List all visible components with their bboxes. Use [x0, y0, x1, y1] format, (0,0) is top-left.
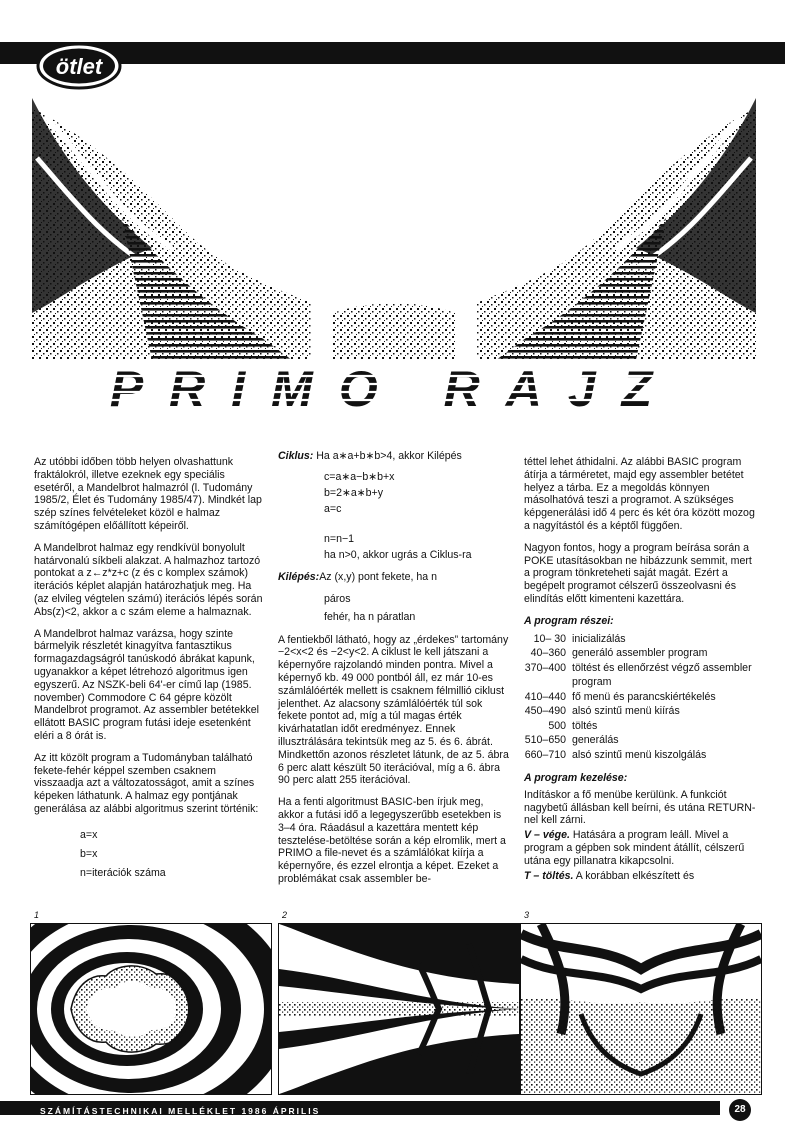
- table-row: 450–490 alsó szintű menü kiírás: [524, 705, 680, 718]
- table-row: 10– 30 inicializálás: [533, 632, 626, 645]
- kilepes-cases: [324, 590, 512, 626]
- algorithm-init: [34, 826, 266, 883]
- figure-label-2: 2: [282, 910, 288, 920]
- kilepes-line: [278, 571, 512, 584]
- figure-2-fractal: [278, 923, 520, 1095]
- v-command: V – vége. Hatására a program leáll. Mivel a program a gépben sok mindent átállít, célszerű utána egy pillanatra kikapcsolni.: [524, 829, 745, 867]
- footer-bar: [0, 1101, 720, 1115]
- figure-label-3: 3: [524, 910, 530, 920]
- paragraph: A Mandelbrot halmaz varázsa, hogy szinte bármelyik részletét kinagyítva fantasztikus formagazdagságról tanúskodó ábrákat kapunk, ugyanakkor a képet létrehozó algoritmus igen egyszerű. Az NSZK-beli 64'-er című lap (1985. november) Commodore C 64 gépre közölt Mandelbrot programot. Az assembler betétekkel ellátott BASIC program futási ideje esetenként eléri a 8 órát is.: [34, 627, 259, 742]
- kilepes-text: Az (x,y) pont fekete, ha n: [319, 570, 437, 583]
- otlet-logo: [36, 42, 122, 90]
- footer-text: SZÁMÍTÁSTECHNIKAI MELLÉKLET 1986 ÁPRILIS: [40, 1106, 321, 1116]
- ciklus-label: Ciklus:: [278, 450, 314, 462]
- code-line: ha n>0, akkor ugrás a Ciklus-ra: [324, 548, 472, 561]
- paragraph: Az itt közölt program a Tudományban található fekete-fehér képpel szemben csaknem visszaadja azt a változatosságot, amit a színes képeken láthatunk. A halmaz egy pontjának generálása az alábbi algoritmus szerint történik:: [34, 751, 259, 815]
- kilepes-label: Kilépés:: [278, 570, 320, 583]
- page-number: 28: [729, 1099, 751, 1121]
- code-line: n=iterációk száma: [80, 866, 166, 879]
- logo-text: ötlet: [55, 54, 103, 79]
- code-line: páros: [324, 592, 351, 605]
- hero-fractal-illustration: [32, 98, 756, 450]
- text-column-1: [34, 456, 266, 893]
- code-line: b=2∗a∗b+y: [324, 486, 383, 499]
- title-text: PRIMO RAJZ: [109, 361, 679, 417]
- text-column-3: [524, 456, 758, 882]
- title-banner: [32, 361, 756, 417]
- ciklus-text: Ha a∗a+b∗b>4, akkor Kilépés: [313, 450, 462, 462]
- paragraph: Az utóbbi időben több helyen olvashattunk fraktálokról, illetve ezeknek egy speciális esetéről, a Mandelbrot halmazról (l. Tudomány 1985/2, Élet és Tudomány 1985/47). Mindkét lap szép színes felvételeket közöl e halmaz számítógépen előállított képeiről.: [34, 456, 262, 532]
- usage-heading: A program kezelése:: [524, 772, 628, 785]
- parts-heading: A program részei:: [524, 614, 614, 627]
- table-row: 40–360 generáló assembler program: [530, 647, 708, 660]
- table-row: 510–650 generálás: [524, 734, 619, 747]
- code-line: b=x: [80, 847, 98, 860]
- table-row: 500 töltés: [548, 719, 598, 732]
- figure-1-fractal: [30, 923, 272, 1095]
- program-parts-table: [524, 632, 758, 763]
- text-column-2: [278, 450, 512, 895]
- paragraph: A fentiekből látható, hogy az „érdekes” tartomány −2<x<2 és −2<y<2. A ciklust le kell játszani a képernyőre rajzolandó minden pontra. Mivel a képernyő kb. 49 000 pontból áll, ez már 10-es számlálóérték mellett is csaknem félmillió ciklust jelenthet. Az alacsony számlálóérték túl sok fekete pontot ad, míg a túl magas érték kivárhatatlan időt eredményez. Ennek illusztrálására tekintsük meg az 5. és 6. ábrát. Mindkettőn azonos részletet látunk, de az 5. ábra 6 perc alatt készült 50 iterációval, míg a 6. ábra 90 perc alatt 255 iterációval.: [278, 633, 509, 787]
- paragraph: Indításkor a fő menübe kerülünk. A funkciót nagybetű állásban kell beírni, és utána RETURN-nel kell zárni.: [524, 788, 756, 827]
- ciklus-line: [278, 450, 512, 463]
- code-line: c=a∗a−b∗b+x: [324, 470, 395, 483]
- paragraph: téttel lehet áthidalni. Az alábbi BASIC program átírja a tárméretet, majd egy assembler betétet helyez a tárba. Ez a megoldás könnyen másolhatóvá teszi a programot. A szükséges képgenerálási idő 4 perc és két óra között mozog a nagyítástól és a képtől függően.: [524, 456, 755, 532]
- code-line: a=c: [324, 502, 342, 515]
- table-row: 660–710 alsó szintű menü kiszolgálás: [524, 748, 707, 761]
- paragraph: A Mandelbrot halmaz egy rendkívül bonyolult határvonalú síkbeli alakzat. A halmazhoz tartozó pontokat a z←z*z+c (z és c komplex számok) iterációs képlet alapján határozhatjuk meg. Ha (az elvileg végtelen számú) iterációs lépés során Abs(z)<2, akkor a c szám eleme a halmaznak.: [34, 541, 263, 618]
- code-line: a=x: [80, 828, 98, 841]
- table-row: 370–400 töltést és ellenőrzést végző assembler program: [524, 661, 752, 689]
- paragraph: Nagyon fontos, hogy a program beírása során a POKE utasításokban ne hibázzunk semmit, mert a program tönkreteheti saját magát. Ezért a begépelt programot célszerű összeolvasni és elindítás előtt kimenteni kazettára.: [524, 541, 752, 605]
- figure-label-1: 1: [34, 910, 40, 920]
- code-line: n=n−1: [324, 532, 355, 545]
- paragraph: Ha a fenti algoritmust BASIC-ben írjuk meg, akkor a futási idő a legegyszerűbb esetekben is 3–4 óra. Ráadásul a kazettára mentett kép tesztelése-betöltése során a kép elromlik, mert a PRIMO a file-nevet és a számlálókat kiírja a képernyőre, és ezzel elrontja a képet. Ezeket a problémákat csak assembler be-: [278, 796, 506, 885]
- t-command: T – töltés. A korábban elkészített és: [524, 869, 695, 882]
- table-row: 410–440 fő menü és parancskiértékelés: [524, 690, 716, 703]
- figure-3-fractal: [520, 923, 762, 1095]
- code-line: fehér, ha n páratlan: [324, 610, 416, 623]
- algorithm-loop: [324, 469, 512, 563]
